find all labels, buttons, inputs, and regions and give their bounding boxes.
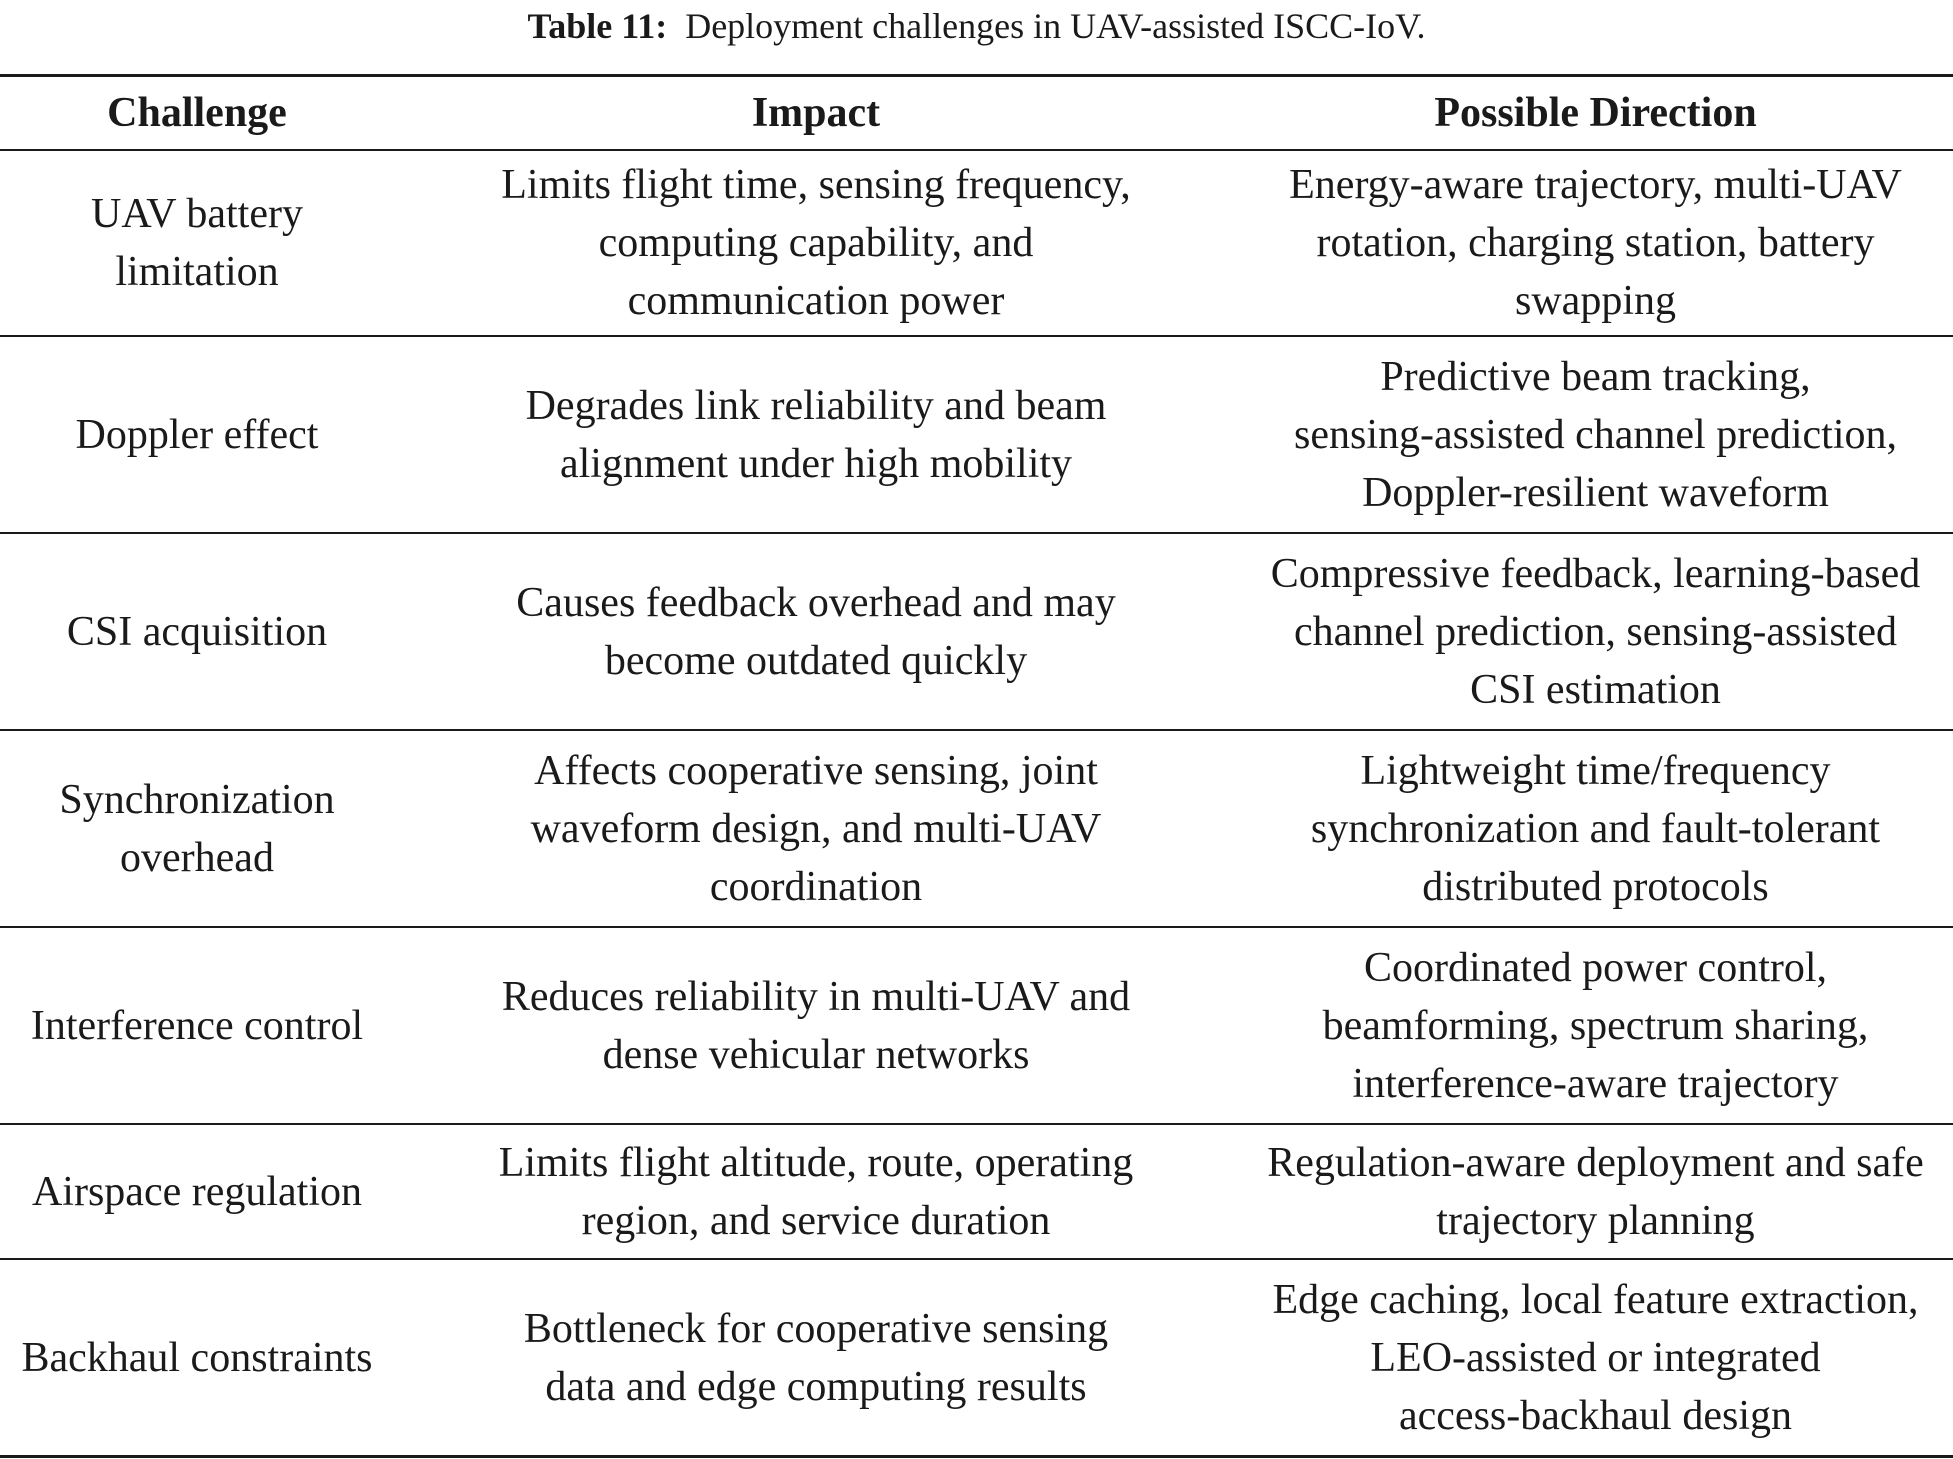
challenge-cell: Synchronization overhead <box>0 730 394 927</box>
table-row <box>0 336 1953 533</box>
impact-cell: Limits flight altitude, route, operating region, and service duration <box>394 1124 1238 1259</box>
challenge-cell: CSI acquisition <box>0 533 394 730</box>
direction-cell: Predictive beam tracking, sensing-assisted channel prediction, Doppler-resilient waveform <box>1238 336 1953 533</box>
direction-cell: Coordinated power control, beamforming, spectrum sharing, interference-aware trajectory <box>1238 927 1953 1124</box>
table-row <box>0 1124 1953 1259</box>
header-challenge: Challenge <box>0 76 394 151</box>
impact-cell: Causes feedback overhead and may become outdated quickly <box>394 533 1238 730</box>
challenge-cell: Interference control <box>0 927 394 1124</box>
direction-cell: Edge caching, local feature extraction, LEO-assisted or integrated access-backhaul design <box>1238 1259 1953 1457</box>
direction-cell: Lightweight time/frequency synchronization and fault-tolerant distributed protocols <box>1238 730 1953 927</box>
challenges-table <box>0 74 1953 1458</box>
challenge-cell: Doppler effect <box>0 336 394 533</box>
table-caption <box>0 0 1953 60</box>
direction-cell: Energy-aware trajectory, multi-UAV rotation, charging station, battery swapping <box>1238 150 1953 336</box>
caption-label: Table 11: <box>527 6 668 46</box>
table-row <box>0 927 1953 1124</box>
caption-text: Deployment challenges in UAV-assisted ISCC-IoV. <box>685 6 1426 46</box>
challenge-cell: UAV battery limitation <box>0 150 394 336</box>
impact-cell: Limits flight time, sensing frequency, computing capability, and communication power <box>394 150 1238 336</box>
direction-cell: Regulation-aware deployment and safe trajectory planning <box>1238 1124 1953 1259</box>
table-row <box>0 533 1953 730</box>
challenge-cell: Backhaul constraints <box>0 1259 394 1457</box>
direction-cell: Compressive feedback, learning-based channel prediction, sensing-assisted CSI estimation <box>1238 533 1953 730</box>
impact-cell: Degrades link reliability and beam alignment under high mobility <box>394 336 1238 533</box>
table-row <box>0 150 1953 336</box>
table-row <box>0 730 1953 927</box>
impact-cell: Affects cooperative sensing, joint waveform design, and multi-UAV coordination <box>394 730 1238 927</box>
header-row <box>0 76 1953 151</box>
impact-cell: Reduces reliability in multi-UAV and dense vehicular networks <box>394 927 1238 1124</box>
impact-cell: Bottleneck for cooperative sensing data and edge computing results <box>394 1259 1238 1457</box>
table-row <box>0 1259 1953 1457</box>
header-possible-direction: Possible Direction <box>1238 76 1953 151</box>
challenge-cell: Airspace regulation <box>0 1124 394 1259</box>
header-impact: Impact <box>394 76 1238 151</box>
